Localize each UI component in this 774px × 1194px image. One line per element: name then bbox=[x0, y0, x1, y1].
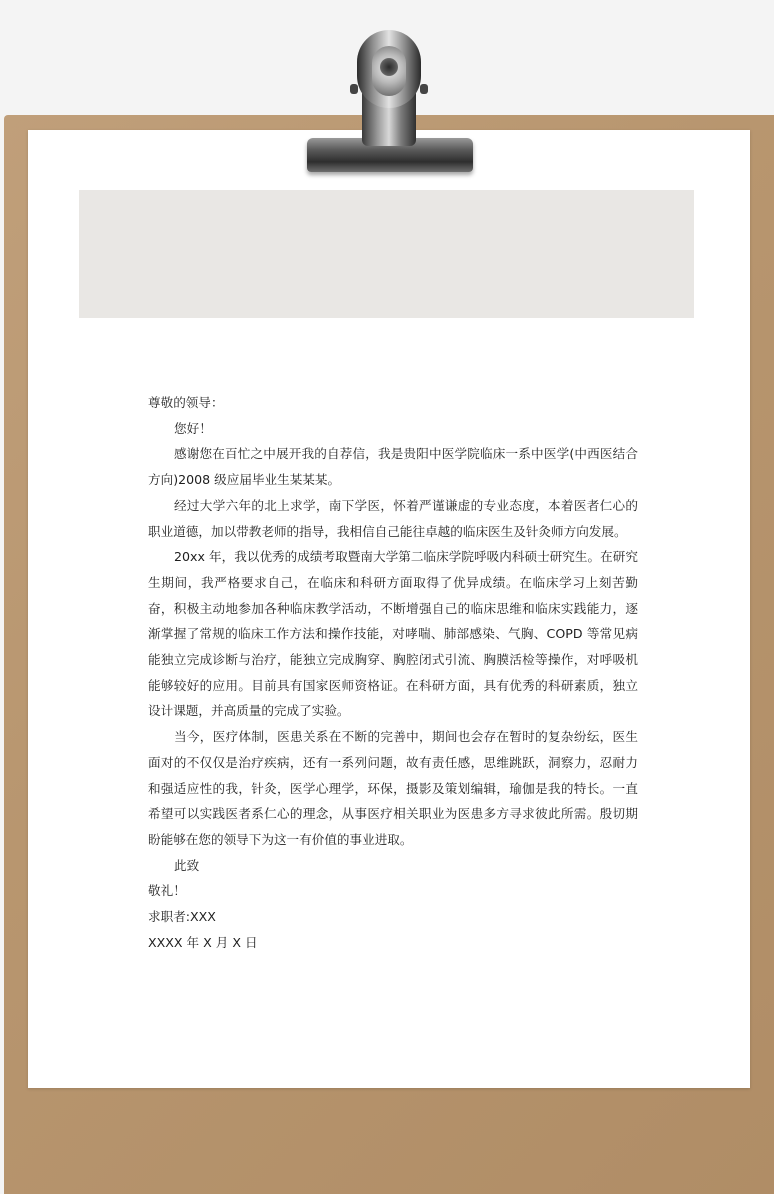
binder-clip-hole bbox=[380, 58, 398, 76]
letter-paragraph: 经过大学六年的北上求学，南下学医，怀着严谨谦虚的专业态度，本着医者仁心的职业道德，加以带教老师的指导，我相信自己能往卓越的临床医生及针灸师方向发展。 bbox=[148, 497, 638, 539]
letter-hello: 您好！ bbox=[174, 420, 212, 436]
letter-paragraph: 当今，医疗体制，医患关系在不断的完善中，期间也会存在暂时的复杂纷纭，医生面对的不仅仅是治疗疾病，还有一系列问题，故有责任感，思维跳跃，洞察力，忍耐力和强适应性的我，针灸，医学心理学，环保，摄影及策划编辑，瑜伽是我的特长。一直希望可以实践医者系仁心的理念，从事医疗相关职业为医患多方寻求彼此所需。殷切期盼能够在您的领导下为这一有价值的事业进取。 bbox=[148, 729, 638, 847]
binder-clip-left-pin bbox=[350, 84, 358, 94]
cover-letter bbox=[148, 390, 638, 955]
letter-signature: 求职者:XXX bbox=[148, 909, 216, 925]
letter-paragraph: 感谢您在百忙之中展开我的自荐信，我是贵阳中医学院临床一系中医学(中西医结合方向)2008 级应届毕业生某某某。 bbox=[148, 446, 638, 488]
binder-clip-right-pin bbox=[420, 84, 428, 94]
letter-closing: 此致 bbox=[174, 857, 200, 873]
header-placeholder-band bbox=[79, 190, 694, 318]
letter-date: XXXX 年 X 月 X 日 bbox=[148, 934, 258, 950]
letter-paragraph: 20xx 年，我以优秀的成绩考取暨南大学第二临床学院呼吸内科硕士研究生。在研究生期间，我严格要求自己，在临床和科研方面取得了优异成绩。在临床学习上刻苦勤奋，积极主动地参加各种临床教学活动，不断增强自己的临床思维和临床实践能力，逐渐掌握了常规的临床工作方法和操作技能，对哮喘、肺部感染、气胸、COPD 等常见病能独立完成诊断与治疗，能独立完成胸穿、胸腔闭式引流、胸膜活检等操作，对呼吸机能够较好的应用。目前具有国家医师资格证。在科研方面，具有优秀的科研素质，独立设计课题，并高质量的完成了实验。 bbox=[148, 549, 638, 719]
letter-regards: 敬礼！ bbox=[148, 883, 186, 899]
letter-greeting: 尊敬的领导： bbox=[148, 395, 224, 410]
